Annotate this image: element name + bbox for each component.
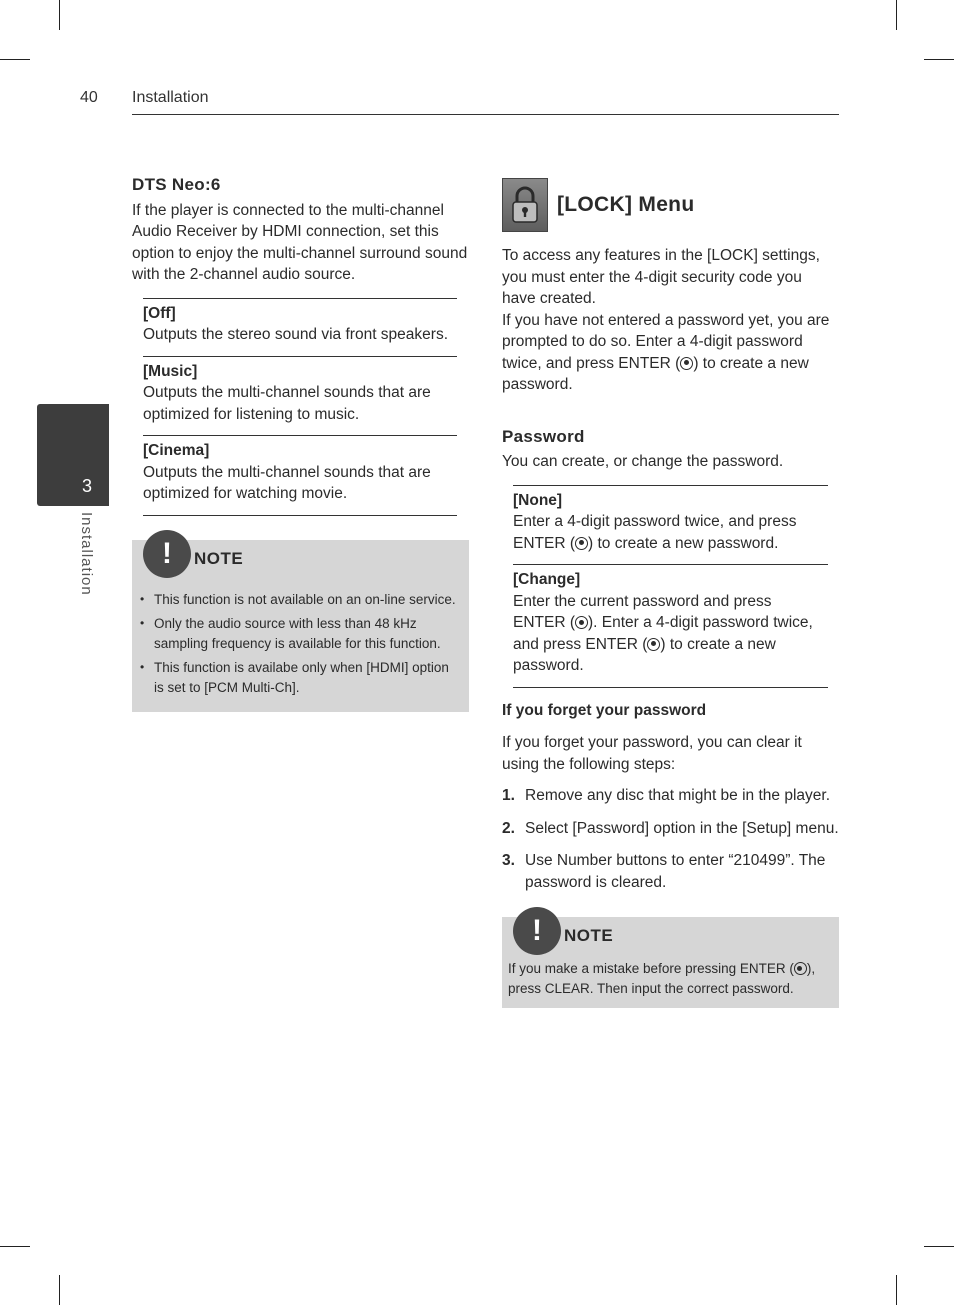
chapter-number: 3 [82, 476, 93, 496]
option-none [513, 486, 828, 566]
step-item [502, 850, 839, 893]
left-column [132, 174, 469, 712]
password-heading: Password [502, 426, 585, 446]
text-segment: If you make a mistake before pressing ENTER ( [508, 961, 794, 976]
step-item [502, 818, 839, 840]
enter-button-icon [575, 537, 588, 550]
enter-button-icon [794, 962, 807, 975]
crop-mark [924, 59, 954, 60]
right-column [502, 174, 839, 1008]
option-title: [Music] [143, 362, 198, 380]
dts-neo6-description: If the player is connected to the multi-channel Audio Receiver by HDMI connection, set this option to enjoy the multi-channel surround sound with the 2-channel audio source. [132, 201, 468, 283]
option-description [513, 511, 828, 554]
crop-mark [896, 0, 897, 30]
running-header: Installation [132, 89, 209, 106]
enter-button-icon [575, 616, 588, 629]
text-segment: ), press CLEAR. Then input the correct password. [508, 961, 816, 996]
lock-menu-header [502, 177, 839, 233]
steps-list [502, 785, 839, 893]
text-segment: ) to create a new password. [588, 534, 779, 552]
dts-options-table [143, 298, 457, 516]
password-options-table [513, 485, 828, 688]
text-segment: ) to create a new password. [502, 354, 809, 393]
note-box [502, 914, 839, 1008]
crop-mark [59, 1275, 60, 1305]
lock-intro-password [502, 310, 839, 396]
lock-intro: To access any features in the [LOCK] settings, you must enter the 4-digit security code you have created. [502, 247, 820, 307]
crop-mark [924, 1246, 954, 1247]
note-item: • Only the audio source with less than 48 kHz sampling frequency is available for this function. [140, 614, 461, 653]
forget-password-heading: If you forget your password [502, 701, 707, 719]
option-description: Outputs the stereo sound via front speakers. [143, 326, 449, 343]
text-segment: If you have not entered a password yet, you are prompted to do so. Enter a 4-digit password twice, and press ENTER ( [502, 311, 830, 372]
dts-neo6-heading: DTS Neo:6 [132, 175, 221, 194]
crop-mark [59, 0, 60, 30]
lock-menu-title: [LOCK] Menu [557, 193, 695, 217]
padlock-icon [502, 178, 548, 232]
note-item: • This function is not available on an on-line service. [140, 590, 461, 610]
option-title: [Change] [513, 571, 581, 588]
note-text [508, 959, 833, 998]
step-number: 1. [502, 787, 515, 804]
crop-mark [0, 59, 30, 60]
option-description: Outputs the multi-channel sounds that are optimized for watching movie. [143, 463, 431, 502]
step-text: Select [Password] option in the [Setup] menu. [525, 819, 839, 837]
option-title: [Off] [143, 304, 176, 322]
step-number: 3. [502, 852, 515, 869]
forget-password-description: If you forget your password, you can clear it using the following steps: [502, 734, 802, 773]
enter-button-icon [647, 638, 660, 651]
option-music [143, 357, 457, 437]
exclamation-icon: ! [143, 530, 191, 578]
option-cinema [143, 436, 457, 516]
text-segment: ). Enter a 4-digit password twice, and press ENTER ( [513, 614, 813, 653]
chapter-tab [37, 404, 109, 506]
text-segment: ) to create a new password. [513, 635, 776, 674]
text-segment: Enter the current password and press ENTER ( [513, 592, 772, 631]
option-title: [Cinema] [143, 442, 210, 459]
note-label: NOTE [194, 548, 244, 568]
crop-mark [0, 1246, 30, 1247]
exclamation-icon: ! [513, 907, 561, 955]
step-text: Remove any disc that might be in the player. [525, 787, 830, 804]
header-rule [132, 114, 839, 115]
option-change [513, 565, 828, 688]
note-list [140, 590, 461, 698]
option-description: Outputs the multi-channel sounds that are optimized for listening to music. [143, 384, 431, 423]
password-description: You can create, or change the password. [502, 453, 784, 470]
page-number: 40 [80, 89, 98, 106]
step-number: 2. [502, 819, 515, 837]
step-text: Use Number buttons to enter “210499”. The password is cleared. [525, 852, 826, 891]
note-label: NOTE [564, 926, 614, 945]
text-segment: Enter a 4-digit password twice, and press ENTER ( [513, 513, 797, 552]
option-title: [None] [513, 491, 563, 509]
option-description [513, 591, 828, 677]
crop-mark [896, 1275, 897, 1305]
chapter-label: Installation [78, 512, 95, 596]
enter-button-icon [680, 357, 693, 370]
option-off [143, 299, 457, 357]
step-item [502, 785, 839, 807]
note-box [132, 536, 469, 713]
note-item: • This function is availabe only when [HDMI] option is set to [PCM Multi-Ch]. [140, 658, 461, 697]
